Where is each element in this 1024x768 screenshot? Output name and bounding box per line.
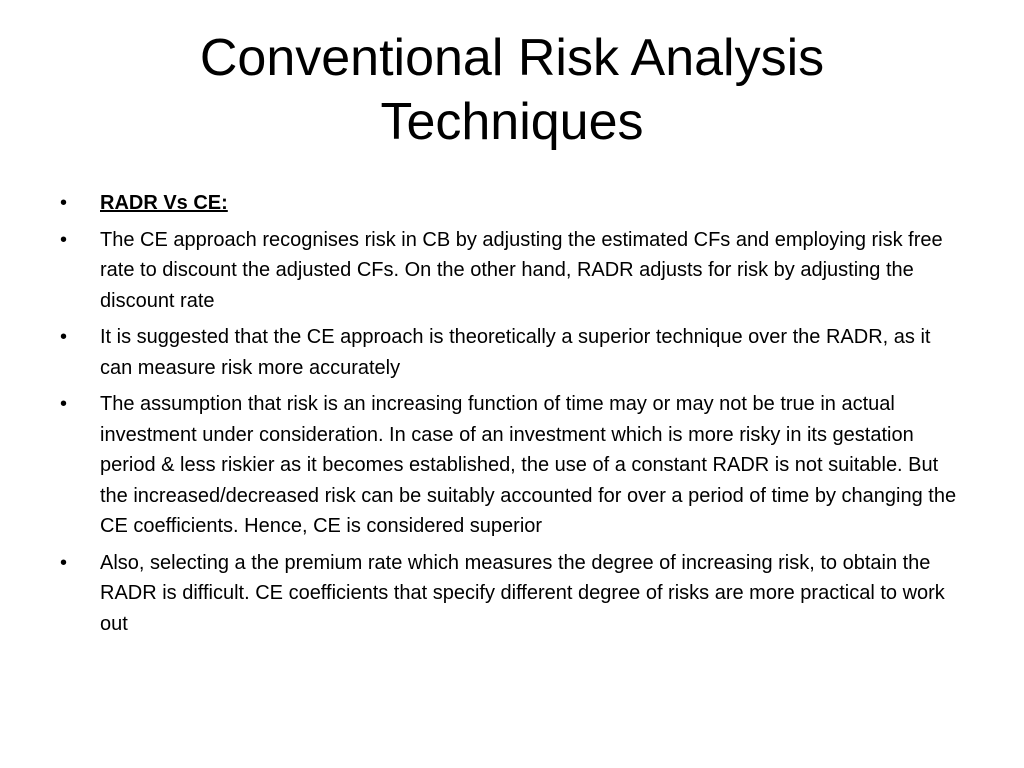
bullet-marker: • [60, 393, 68, 415]
slide-title-line-2: Techniques [380, 93, 644, 151]
bullet-text: The assumption that risk is an increasing function of time may or may not be true in actual investment under consideration. In case of an investment which is more risky in its gestation period & less riskier as it becomes established, the use of a constant RADR is not suitable. But the increased/decreased risk can be suitably accounted for over a period of time by changing the CE coefficients. Hence, CE is considered superior [100, 393, 957, 537]
bullet-text: Also, selecting a the premium rate which measures the degree of increasing risk, to obtain the RADR is difficult. CE coefficients that specify different degree of risks are more practical to work out [100, 551, 945, 635]
bullet-text: It is suggested that the CE approach is theoretically a superior technique over the RADR, as it can measure risk more accurately [100, 326, 931, 379]
slide-title-line-1: Conventional Risk Analysis [199, 29, 825, 87]
bullet-text: The CE approach recognises risk in CB by adjusting the estimated CFs and employing risk free rate to discount the adjusted CFs. On the other hand, RADR adjusts for risk by adjusting the discount rate [100, 228, 943, 312]
slide-title [0, 26, 1024, 154]
bullet-item-heading [58, 188, 958, 219]
bullet-item-risk-time [58, 389, 958, 542]
bullet-marker: • [60, 228, 68, 251]
bullet-heading-text: RADR Vs CE: [100, 192, 228, 214]
bullet-item-ce-approach [58, 225, 958, 317]
bullet-list [58, 188, 958, 645]
bullet-marker: • [60, 192, 68, 214]
bullet-marker: • [60, 551, 68, 574]
bullet-item-ce-superior [58, 322, 958, 383]
bullet-item-premium-rate [58, 548, 958, 640]
bullet-marker: • [60, 326, 68, 348]
